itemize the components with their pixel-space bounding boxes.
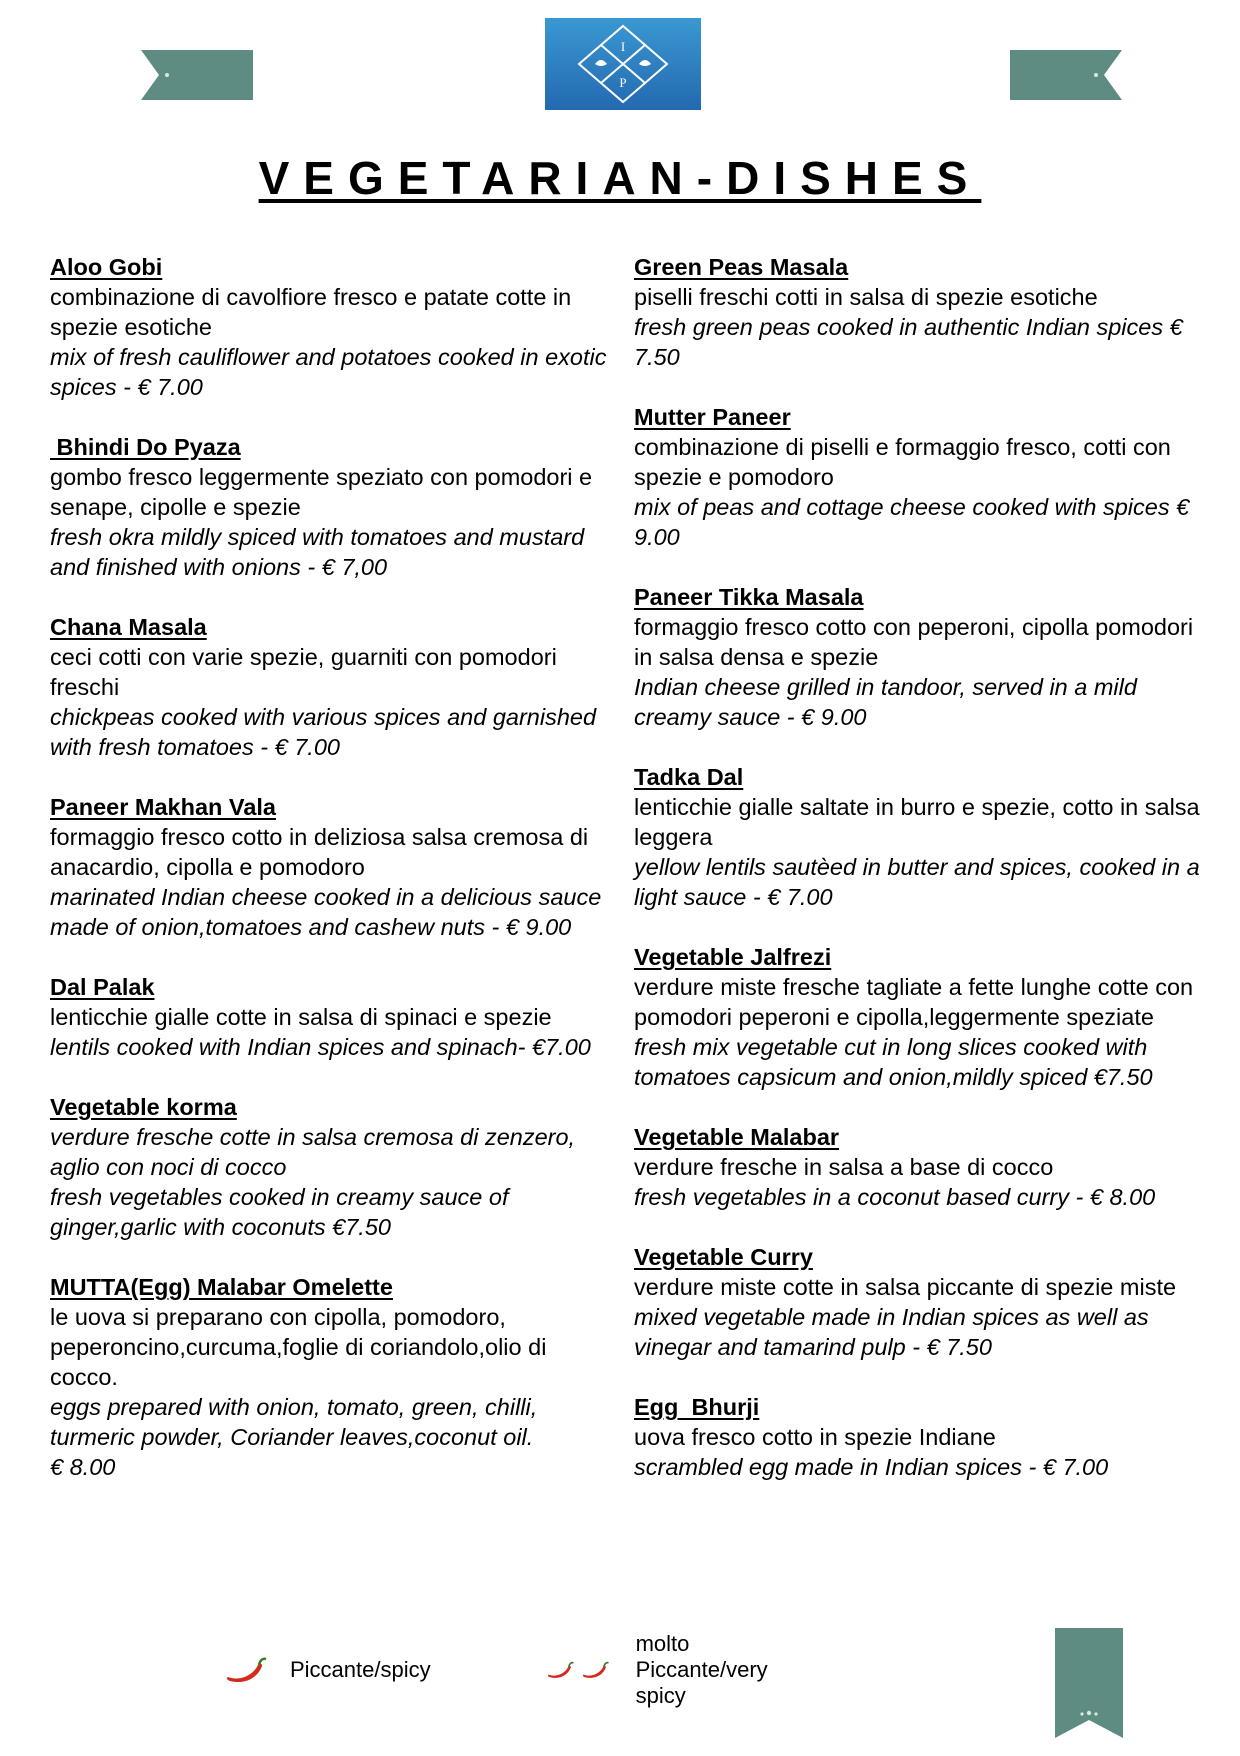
dish-description-en: marinated Indian cheese cooked in a delicious sauce made of onion,tomatoes and cashew nuts - € 9.00 <box>50 884 602 940</box>
dish-description-it: lenticchie gialle saltate in burro e spezie, cotto in salsa leggera <box>634 794 1200 850</box>
legend-spicy <box>224 1648 431 1692</box>
dish-description-it: lenticchie gialle cotte in salsa di spinaci e spezie <box>50 1004 552 1030</box>
dish-description-it: combinazione di cavolfiore fresco e patate cotte in spezie esotiche <box>50 284 572 340</box>
dish-name: Bhindi Do Pyaza <box>50 434 241 460</box>
dish-description-it: verdure fresche in salsa a base di cocco <box>634 1154 1054 1180</box>
logo-letter-i: I <box>620 39 626 54</box>
dish-aloo-gobi <box>50 252 620 402</box>
legend-spicy-label: Piccante/spicy <box>290 1657 431 1682</box>
dish-description-en: eggs prepared with onion, tomato, green, chilli, turmeric powder, Coriander leaves,coconut oil. <box>50 1394 538 1450</box>
dish-description-en: mix of peas and cottage cheese cooked with spices € 9.00 <box>634 494 1190 550</box>
dish-name: MUTTA(Egg) Malabar Omelette <box>50 1274 393 1300</box>
dish-description-en: fresh vegetables in a coconut based curry - € 8.00 <box>634 1184 1156 1210</box>
dish-bhindi-do-pyaza <box>50 432 620 582</box>
dish-name: Vegetable Malabar <box>634 1124 840 1150</box>
dish-description-it: verdure miste cotte in salsa piccante di spezie miste <box>634 1274 1177 1300</box>
dish-name: Dal Palak <box>50 974 155 1000</box>
page-title: VEGETARIAN-DISHES <box>258 152 982 204</box>
dish-description-en: fresh mix vegetable cut in long slices cooked with tomatoes capsicum and onion,mildly spiced €7.50 <box>634 1034 1153 1090</box>
dish-dal-palak <box>50 972 620 1062</box>
dish-tadka-dal <box>634 762 1204 912</box>
dish-green-peas-masala <box>634 252 1204 372</box>
dish-vegetable-jalfrezi <box>634 942 1204 1092</box>
dish-name: Chana Masala <box>50 614 207 640</box>
dish-description-it: uova fresco cotto in spezie Indiane <box>634 1424 996 1450</box>
dish-mutter-paneer <box>634 402 1204 552</box>
dish-description-en: mixed vegetable made in Indian spices as well as vinegar and tamarind pulp - € 7.50 <box>634 1304 1149 1360</box>
dish-description-it: formaggio fresco cotto con peperoni, cipolla pomodori in salsa densa e spezie <box>634 614 1194 670</box>
chili-pepper-icon <box>546 1655 575 1685</box>
legend-very-spicy-label: molto Piccante/very spicy <box>635 1631 768 1708</box>
legend-very-spicy <box>546 1631 798 1708</box>
chili-pepper-icon <box>581 1655 610 1685</box>
dish-description-en: mix of fresh cauliflower and potatoes cooked in exotic spices - € 7.00 <box>50 344 607 400</box>
dish-description-en: scrambled egg made in Indian spices - € 7.00 <box>634 1454 1109 1480</box>
dish-description-it: le uova si preparano con cipolla, pomodoro, peperoncino,curcuma,foglie di coriandolo,olio di cocco. <box>50 1304 547 1390</box>
dish-name: Green Peas Masala <box>634 254 849 280</box>
dish-name: Vegetable Jalfrezi <box>634 944 832 970</box>
chili-pepper-icon <box>224 1655 268 1685</box>
dish-name: Mutter Paneer <box>634 404 791 430</box>
dish-description-it: combinazione di piselli e formaggio fresco, cotti con spezie e pomodoro <box>634 434 1171 490</box>
dish-name: Aloo Gobi <box>50 254 163 280</box>
dish-chana-masala <box>50 612 620 762</box>
dish-vegetable-korma <box>50 1092 620 1242</box>
bottom-ribbon-bookmark <box>1055 1628 1123 1738</box>
dish-description-it: verdure miste fresche tagliate a fette lunghe cotte con pomodori peperoni e cipolla,leggermente speziate <box>634 974 1194 1030</box>
restaurant-logo <box>545 18 701 110</box>
dish-description-it: piselli freschi cotti in salsa di spezie esotiche <box>634 284 1098 310</box>
dish-description-en: fresh green peas cooked in authentic Indian spices € 7.50 <box>634 314 1183 370</box>
dish-price: € 8.00 <box>50 1454 116 1480</box>
dish-description-it: gombo fresco leggermente speziato con pomodori e senape, cipolle e spezie <box>50 464 593 520</box>
dish-name: Paneer Tikka Masala <box>634 584 864 610</box>
right-dish-column <box>634 252 1204 1512</box>
dish-description-it: formaggio fresco cotto in deliziosa salsa cremosa di anacardio, cipolla e pomodoro <box>50 824 589 880</box>
dish-description-en: yellow lentils sautèed in butter and spices, cooked in a light sauce - € 7.00 <box>634 854 1200 910</box>
dish-paneer-makhan-vala <box>50 792 620 942</box>
dish-vegetable-malabar <box>634 1122 1204 1212</box>
dish-description-en: fresh okra mildly spiced with tomatoes and mustard and finished with onions - € 7,00 <box>50 524 585 580</box>
dish-description-it: verdure fresche cotte in salsa cremosa di zenzero, aglio con noci di cocco <box>50 1124 576 1180</box>
dish-egg-bhurji <box>634 1392 1204 1482</box>
dish-description-en: chickpeas cooked with various spices and garnished with fresh tomatoes - € 7.00 <box>50 704 597 760</box>
left-dish-column <box>50 252 620 1512</box>
dish-description-en: fresh vegetables cooked in creamy sauce of ginger,garlic with coconuts €7.50 <box>50 1184 509 1240</box>
dish-description-en: lentils cooked with Indian spices and spinach- €7.00 <box>50 1034 591 1060</box>
dish-name: Vegetable korma <box>50 1094 237 1120</box>
dish-name: Paneer Makhan Vala <box>50 794 276 820</box>
dish-description-it: ceci cotti con varie spezie, guarniti con pomodori freschi <box>50 644 557 700</box>
right-ribbon-banner <box>1010 50 1122 100</box>
logo-letter-p: P <box>619 75 627 90</box>
dish-mutta-malabar-omelette <box>50 1272 620 1482</box>
dish-name: Egg Bhurji <box>634 1394 760 1420</box>
left-ribbon-banner <box>141 50 253 100</box>
dish-name: Tadka Dal <box>634 764 744 790</box>
dish-paneer-tikka-masala <box>634 582 1204 732</box>
dish-vegetable-curry <box>634 1242 1204 1362</box>
dish-name: Vegetable Curry <box>634 1244 813 1270</box>
dish-description-en: Indian cheese grilled in tandoor, served in a mild creamy sauce - € 9.00 <box>634 674 1137 730</box>
